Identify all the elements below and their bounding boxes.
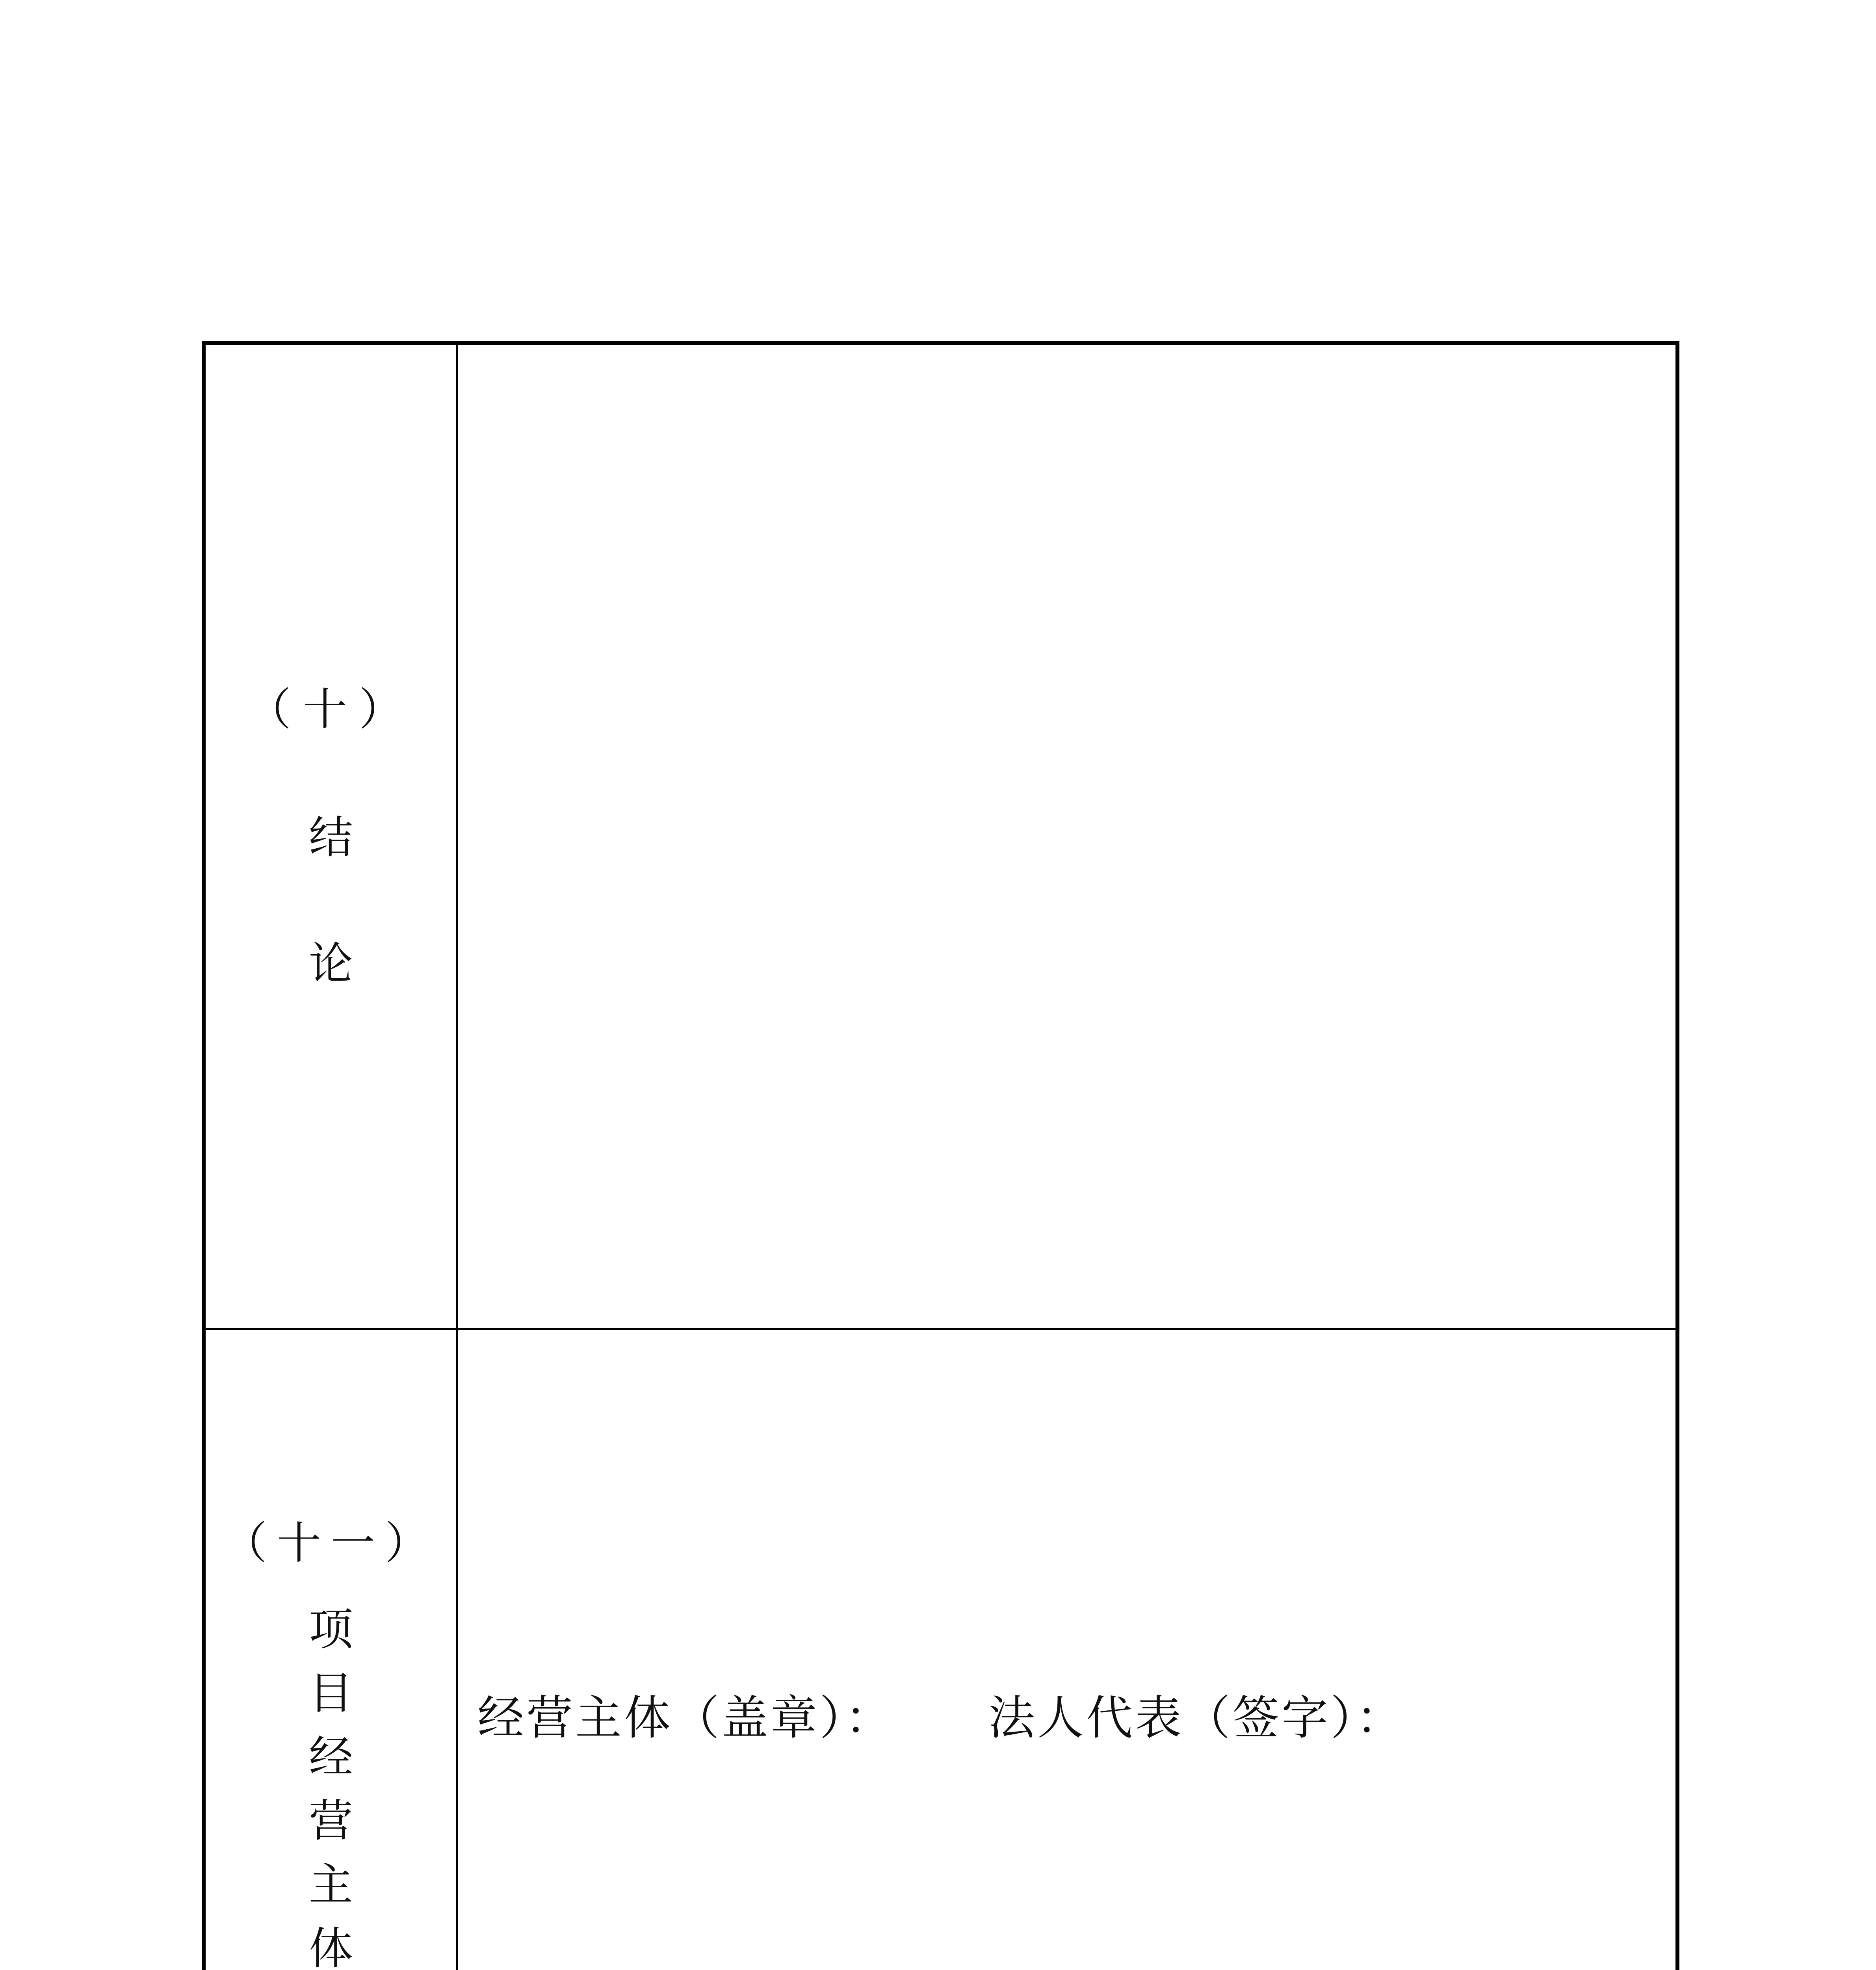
row-divider: [206, 1328, 1675, 1330]
section-11-label-char: 体: [309, 1923, 353, 1970]
section-11-label-char: 主: [309, 1859, 353, 1911]
section-10-number: （十）: [247, 684, 415, 735]
section-11-label-char: 项: [309, 1604, 353, 1655]
section-11-label-char: 目: [309, 1668, 353, 1719]
operator-seal-label: 经营主体（盖章）：: [477, 1691, 894, 1745]
section-11-label-char: 经: [309, 1732, 353, 1783]
section-11-label-char: 营: [309, 1795, 353, 1847]
form-table: [202, 341, 1679, 1970]
legal-rep-sign-label: 法人代表（签字）：: [988, 1691, 1405, 1745]
section-10-label-char: 论: [309, 938, 353, 989]
section-11-label: [206, 1598, 456, 1970]
conclusion-content-area[interactable]: [458, 345, 1675, 1328]
section-11-number: （十一）: [223, 1518, 439, 1569]
section-10-label-char: 结: [309, 812, 353, 863]
signature-line: [477, 1680, 1405, 1747]
